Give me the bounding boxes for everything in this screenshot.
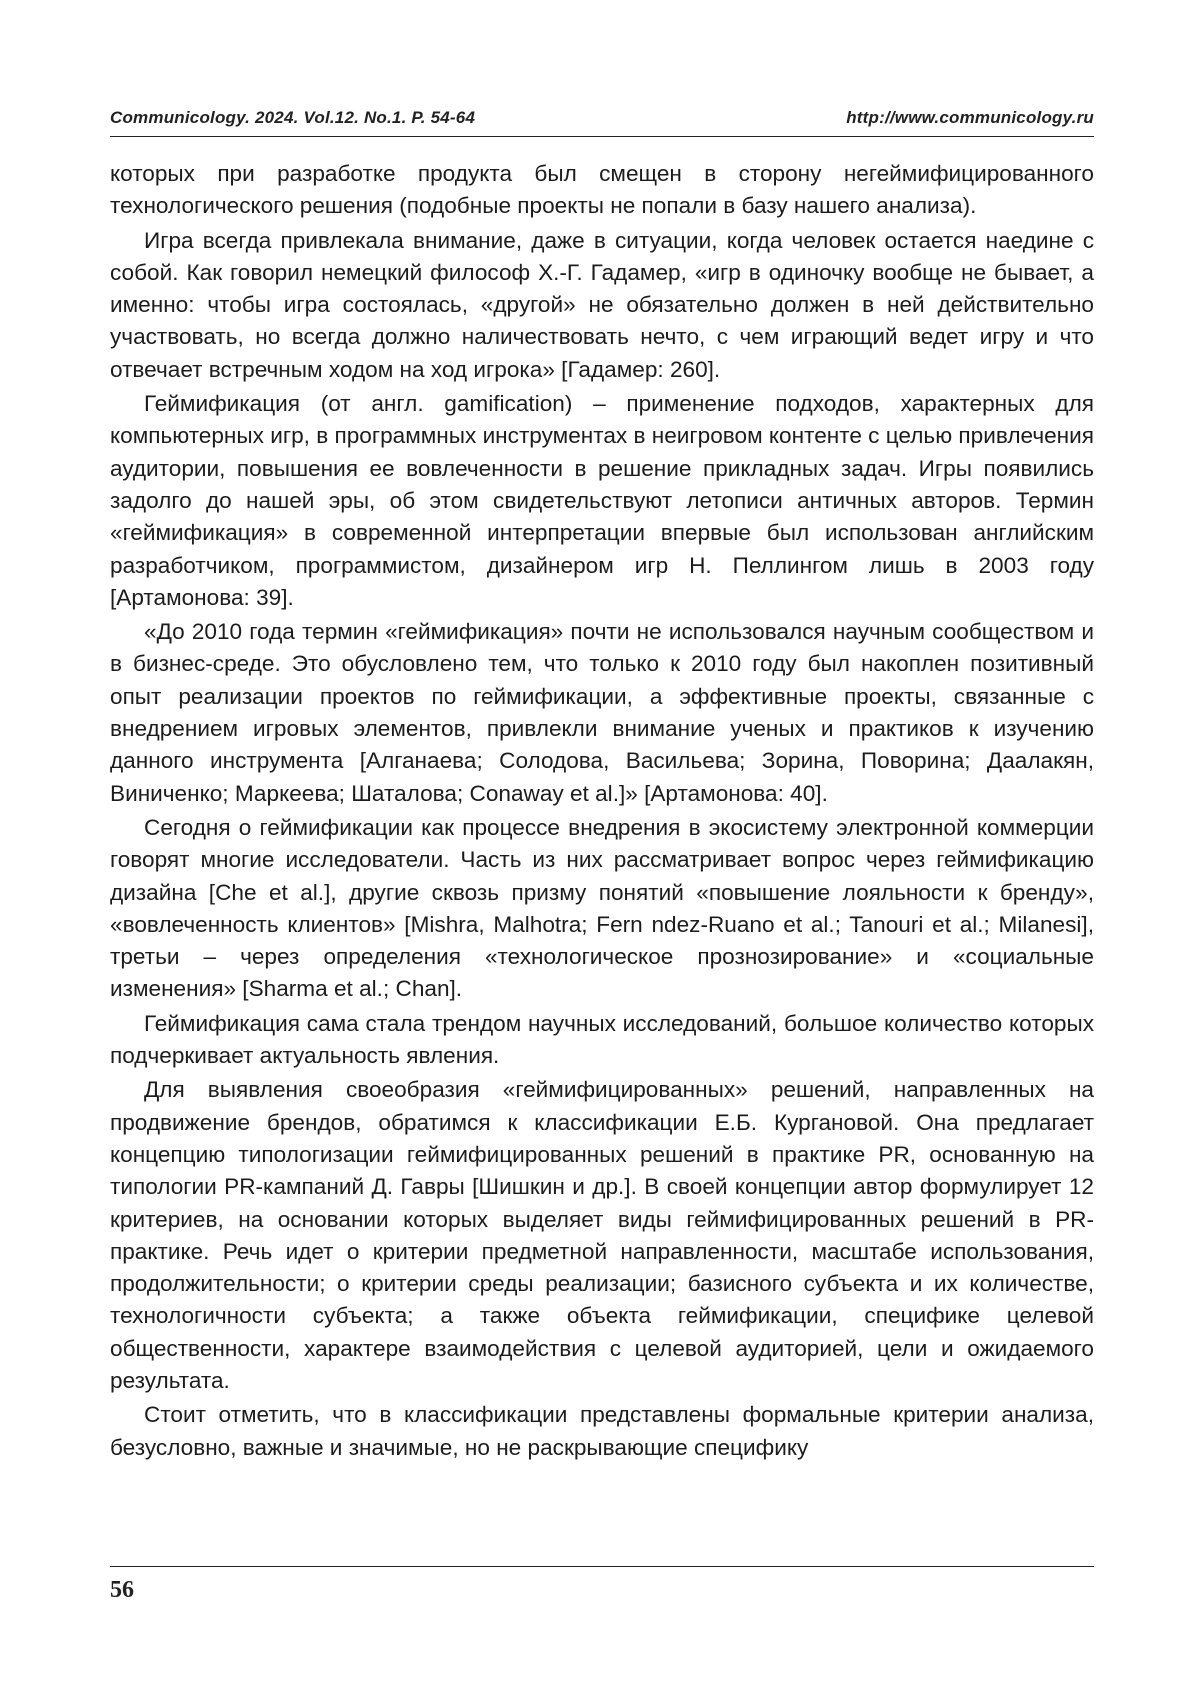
page-number: 56: [110, 1577, 134, 1603]
paragraph: Геймификация (от англ. gamification) – применение подходов, характерных для компьютерных игр, в программных инструментах в неигровом контенте с целью привлечения аудитории, повышения ее вовлеченности в решение прикладных задач. Игры появились задолго до нашей эры, об этом свидетельствуют летописи античных авторов. Термин «геймификация» в современной интерпретации впервые был использован английским разработчиком, программистом, дизайнером игр Н. Пеллингом лишь в 2003 году [Артамонова: 39].: [110, 391, 1094, 610]
header-divider: [110, 136, 1094, 137]
paragraph: Для выявления своеобразия «геймифицированных» решений, направленных на продвижение брендов, обратимся к классификации Е.Б. Кургановой. Она предлагает концепцию типологизации геймифицированных решений в практике PR, основанную на типологии PR-кампаний Д. Гавры [Шишкин и др.]. В своей концепции автор формулирует 12 критериев, на основании которых выделяет виды геймифицированных решений в PR-практике. Речь идет о критерии предметной направленности, масштабе использования, продолжительности; о критерии среды реализации; базисного субъекта и их количестве, технологичности субъекта; а также объекта геймификации, специфике целевой общественности, характере взаимодействия с целевой аудиторией, цели и ожидаемого результата.: [110, 1077, 1094, 1393]
paragraph: Игра всегда привлекала внимание, даже в ситуации, когда человек остается наедине с собой. Как говорил немецкий философ Х.-Г. Гадамер, «игр в одиночку вообще не бывает, а именно: чтобы игра состоялась, «другой» не обязательно должен в ней действительно участвовать, но всегда должно наличествовать нечто, с чем играющий ведет игру и что отвечает встречным ходом на ход игрока» [Гадамер: 260].: [110, 227, 1094, 382]
footer-divider: [110, 1566, 1094, 1567]
paragraph: «До 2010 года термин «геймификация» почти не использовался научным сообществом и в бизнес-среде. Это обусловлено тем, что только к 2010 году был накоплен позитивный опыт реализации проектов по геймификации, а эффективные проекты, связанные с внедрением игровых элементов, привлекли внимание ученых и практиков к изучению данного инструмента [Алганаева; Солодова, Васильева; Зорина, Поворина; Даалакян, Виниченко; Маркеева; Шаталова; Conaway et al.]» [Артамонова: 40].: [110, 619, 1094, 806]
journal-reference: Communicology. 2024. Vol.12. No.1. P. 54-64: [110, 108, 476, 127]
running-head: [110, 108, 1094, 132]
paragraph: Стоит отметить, что в классификации представлены формальные критерии анализа, безусловно, важные и значимые, но не раскрывающие специфику: [110, 1402, 1094, 1460]
paragraph: Сегодня о геймификации как процессе внедрения в экосистему электронной коммерции говорят многие исследователи. Часть из них рассматривает вопрос через геймификацию дизайна [Che et al.], другие сквозь призму понятий «повышение лояльности к бренду», «вовлеченность клиентов» [Mishra, Malhotra; Fern ndez-Ruano et al.; Tanouri et al.; Milanesi], третьи – через определения «технологическое прознозирование» и «социальные изменения» [Sharma et al.; Chan].: [110, 814, 1094, 1002]
article-body: [110, 158, 1094, 1466]
paragraph: Геймификация сама стала трендом научных исследований, большое количество которых подчеркивает актуальность явления.: [110, 1010, 1094, 1069]
journal-url[interactable]: http://www.communicology.ru: [846, 108, 1094, 127]
paragraph-continued: которых при разработке продукта был смещен в сторону негеймифицированного технологического решения (подобные проекты не попали в базу нашего анализа).: [110, 161, 1094, 219]
